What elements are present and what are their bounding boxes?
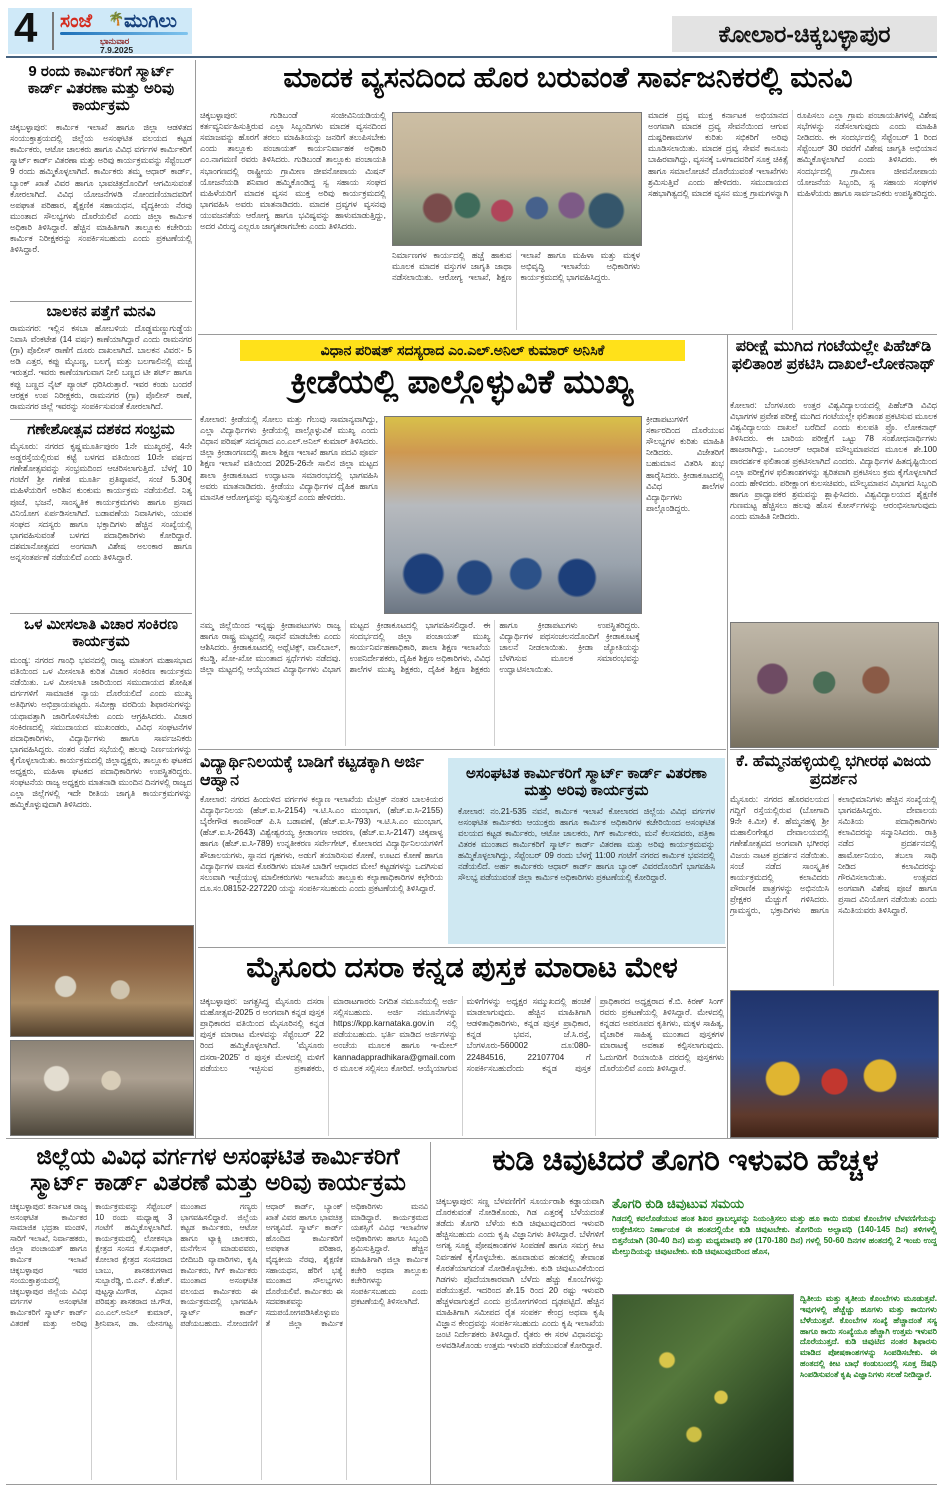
- bhagiratha-body: ಮೈಸೂರು: ನಗರದ ಹೊರವಲಯದ ಗದ್ದಿಗೆ ರಸ್ತೆಯಲ್ಲಿರುವ (ಬೋಗಾದಿ 9ನೇ ಕಿ.ಮೀ) ಕೆ. ಹೆಮ್ಮನಹಳ್ಳಿ ಶ್ರೀ ಮಹಾಲಿಂಗೇಶ್ವರ ದೇವಾಲಯದಲ್ಲಿ ಗಣೇಶೋತ್ಸವದ ಅಂಗವಾಗಿ ಭಗೀರಥ ವಿಜಯ ನಾಟಕ ಪ್ರದರ್ಶನ ನಡೆಯಿತು. ಸಂಜೆ ನಡೆದ ಸಾಂಸ್ಕೃತಿಕ ಕಾರ್ಯಕ್ರಮದಲ್ಲಿ ಕಲಾವಿದರು ಪೌರಾಣಿಕ ಪಾತ್ರಗಳನ್ನು ಅಭಿನಯಿಸಿ ಪ್ರೇಕ್ಷಕರ ಮೆಚ್ಚುಗೆ ಗಳಿಸಿದರು. ಗ್ರಾಮಸ್ಥರು, ಭಕ್ತಾದಿಗಳು ಹಾಗೂ ಕಲಾಭಿಮಾನಿಗಳು ಹೆಚ್ಚಿನ ಸಂಖ್ಯೆಯಲ್ಲಿ ಭಾಗವಹಿಸಿದ್ದರು. ದೇವಾಲಯ ಸಮಿತಿಯ ಪದಾಧಿಕಾರಿಗಳು ಕಲಾವಿದರನ್ನು ಸನ್ಮಾನಿಸಿದರು. ರಾತ್ರಿ ನಡೆದ ಪ್ರದರ್ಶನದಲ್ಲಿ ಹಾರ್ಮೋನಿಯಂ, ತಬಲಾ ಸಾಥಿ ನೀಡಿದ ಕಲಾವಿದರನ್ನು ಗೌರವಿಸಲಾಯಿತು. ಉತ್ಸವದ ಅಂಗವಾಗಿ ವಿಶೇಷ ಪೂಜೆ ಹಾಗೂ ಪ್ರಸಾದ ವಿನಿಯೋಗ ನಡೆಯಿತು ಎಂದು ಸಮಿತಿಯವರು ತಿಳಿಸಿದ್ದಾರೆ.: [730, 794, 937, 916]
- photo-sports-meet: [384, 416, 642, 614]
- photo-university-group: [730, 622, 939, 748]
- togari-green-body1: ಗಿಡದಲ್ಲಿ ಕವಲೊಡೆಯುವ ಹಂತ ಶಿಖರ ಪ್ರಾಬಲ್ಯವನ್ನು ನಿಯಂತ್ರಿಸಲು ಮತ್ತು ಹೂ ಕಾಯಿ ಬಿಡುವ ಕೊಂಬೆಗಳ ಬೆಳವಣಿಗೆಯನ್ನು ಉತ್ತೇಜಿಸಲು ನಿರ್ಣಾಯಕ ಈ ಹಂತದಲ್ಲಿಯೇ ಕುಡಿ ಚಿವುಟಬೇಕು. ತೊಗರಿಯ ಅಲ್ಪಾವಧಿ (140-145 ದಿನ) ತಳಿಗಳಲ್ಲಿ ಬಿತ್ತನೆಯಾಗಿ (30-40 ದಿನ) ಮತ್ತು ಮಧ್ಯಮಾವಧಿ ತಳಿ (170-180 ದಿನ) ಗಳಲ್ಲಿ 50-60 ದಿನಗಳ ಹಂತದಲ್ಲಿ 2 ಇಂಚು ಉದ್ದ ಮೇಲ್ತುದಿಯನ್ನು ಚಿವುಟಬೇಕು. ಕುಡಿ ಚಿವುಟುವುದರಿಂದ ಹೊಸ,: [612, 1214, 937, 1256]
- togari-headline: ಕುಡಿ ಚಿವುಟಿದರೆ ತೊಗರಿ ಇಳುವರಿ ಹೆಚ್ಚಳ: [492, 1144, 879, 1177]
- divider-bottom-band: [6, 1138, 937, 1139]
- top-headline: ಮಾದಕ ವ್ಯಸನದಿಂದ ಹೊರ ಬರುವಂತೆ ಸಾರ್ವಜನಿಕರಲ್ಲಿ ಮನವಿ: [283, 62, 853, 94]
- sports-body-right: ಕ್ರೀಡಾಪಟುಗಳಿಗೆ ಸರ್ಕಾರದಿಂದ ದೊರೆಯುವ ಸೌಲಭ್ಯಗಳ ಕುರಿತು ಮಾಹಿತಿ ನೀಡಿದರು. ವಿಜೇತರಿಗೆ ಬಹುಮಾನ ವಿತರಿಸಿ ಶುಭ ಹಾರೈಸಿದರು. ಕ್ರೀಡಾಕೂಟದಲ್ಲಿ ವಿವಿಧ ಶಾಲೆಗಳ ವಿದ್ಯಾರ್ಥಿಗಳು ಪಾಲ್ಗೊಂಡಿದ್ದರು.: [646, 414, 724, 513]
- left1-headline: 9 ರಂದು ಕಾರ್ಮಿಕರಿಗೆ ಸ್ಮಾರ್ಟ್ ಕಾರ್ಡ್ ವಿತರಣಾ ಮತ್ತು ಅರಿವು ಕಾರ್ಯಕ್ರಮ: [27, 63, 175, 114]
- smartcard-box: [448, 758, 725, 944]
- divider-bottom-mid: [430, 1142, 431, 1484]
- bottomleft-headline: ಜಿಲ್ಲೆಯ ವಿವಿಧ ವರ್ಗಗಳ ಅಸಂಘಟಿತ ಕಾರ್ಮಿಕರಿಗೆ ಸ್ಮಾರ್ಟ್ ಕಾರ್ಡ್ ವಿತರಣೆ ಮತ್ತು ಅರಿವು ಕಾರ್ಯಕ್ರಮ: [30, 1143, 406, 1195]
- edition-label: [672, 16, 937, 52]
- hostel-headline: ವಿದ್ಯಾರ್ಥಿನಿಲಯಕ್ಕೆ ಬಾಡಿಗೆ ಕಟ್ಟಡಕ್ಕಾಗಿ ಅರ್ಜಿ ಆಹ್ವಾನ: [200, 754, 424, 789]
- left4-headline: ಒಳ ಮೀಸಲಾತಿ ವಿಚಾರ ಸಂಕಿರಣ ಕಾರ್ಯಕ್ರಮ: [24, 616, 178, 650]
- masthead-divider: [52, 12, 54, 50]
- day-label: ಭಾನುವಾರ: [100, 36, 130, 46]
- top-body-col1: ಚಿಕ್ಕಬಳ್ಳಾಪುರ: ಗುಡಿಬಂಡೆ ಸಂಜೀವಿನಿಯಡಿಯಲ್ಲಿ ಕರ್ತವ್ಯನಿರ್ವಹಿಸುತ್ತಿರುವ ಎಲ್ಲಾ ಸಿಬ್ಬಂದಿಗಳು ಮಾದಕ ವ್ಯಸನದಿಂದ ಸಮಾಜವನ್ನು ಹೊರಗೆ ತರಲು ಮಾಹಿತಿಯನ್ನು ಜನರಿಗೆ ತಲುಪಿಸಬೇಕು ಎಂದು ತಾಲ್ಲೂಕು ಪಂಚಾಯತ್ ಕಾರ್ಯನಿರ್ವಾಹಕ ಅಧಿಕಾರಿ ಎಂ.ನಾಗಮಣಿ ರವರು ತಿಳಿಸಿದರು. ಗುಡಿಬಂಡೆ ತಾಲ್ಲೂಕು ಪಂಚಾಯತಿ ಸಭಾಂಗಣದಲ್ಲಿ ರಾಷ್ಟ್ರೀಯ ಗ್ರಾಮೀಣ ಜೀವನೋಪಾಯ ಮಿಷನ್ ಯೋಜನೆಯಡಿ ಶನಿವಾರ ಹಮ್ಮಿಕೊಂಡಿದ್ದ ಸ್ವ ಸಹಾಯ ಸಂಘದ ಮಹಿಳೆಯರಿಗೆ ಮಾದಕ ವ್ಯಸನ ಮುಕ್ತ ಅರಿವು ಕಾರ್ಯಕ್ರಮದಲ್ಲಿ ಭಾಗವಹಿಸಿ ಅವರು ಮಾತನಾಡಿದರು. ಮಾದಕ ದ್ರವ್ಯಗಳ ವ್ಯಸನವು ಯುವಜನತೆಯ ಆರೋಗ್ಯ ಹಾಗೂ ಭವಿಷ್ಯವನ್ನು ಹಾಳುಮಾಡುತ್ತಿದ್ದು, ಅದರ ವಿರುದ್ಧ ಎಲ್ಲರೂ ಜಾಗೃತರಾಗಬೇಕು ಎಂದು ತಿಳಿಸಿದರು.: [200, 110, 386, 232]
- phd-body: ಕೋಲಾರ: ಬೆಂಗಳೂರು ಉತ್ತರ ವಿಶ್ವವಿದ್ಯಾಲಯದಲ್ಲಿ ಪಿಹೆಚ್‌ಡಿ ವಿವಿಧ ವಿಭಾಗಗಳ ಪ್ರವೇಶ ಪರೀಕ್ಷೆ ಮುಗಿದ ಗಂಟೆಯಲ್ಲೇ ಫಲಿತಾಂಶ ಪ್ರಕಟಿಸುವ ಮೂಲಕ ವಿಶ್ವವಿದ್ಯಾಲಯ ದಾಖಲೆ ಬರೆದಿದೆ ಎಂದು ಕುಲಪತಿ ಪ್ರೊ. ಲೋಕನಾಥ್ ತಿಳಿಸಿದರು. ಈ ಬಾರಿಯ ಪರೀಕ್ಷೆಗೆ ಒಟ್ಟು 78 ಸಂಶೋಧನಾರ್ಥಿಗಳು ಹಾಜರಾಗಿದ್ದು, ಒಎಂಆರ್ ಆಧಾರಿತ ಮೌಲ್ಯಮಾಪನದ ಮೂಲಕ ಶೇ.100 ಪಾರದರ್ಶಕ ಫಲಿತಾಂಶ ಪ್ರಕಟಿಸಲಾಗಿದೆ ಎಂದರು. ವಿದ್ಯಾರ್ಥಿಗಳ ಹಿತದೃಷ್ಟಿಯಿಂದ ಎಲ್ಲಾ ಪರೀಕ್ಷೆಗಳ ಫಲಿತಾಂಶಗಳನ್ನು ತ್ವರಿತವಾಗಿ ಪ್ರಕಟಿಸಲು ಕ್ರಮ ಕೈಗೊಳ್ಳಲಾಗಿದೆ ಎಂದು ಹೇಳಿದರು. ಪರೀಕ್ಷಾಂಗ ಕುಲಸಚಿವರು, ಮೌಲ್ಯಮಾಪನ ವಿಭಾಗದ ಸಿಬ್ಬಂದಿ ಹಾಗೂ ಪ್ರಾಧ್ಯಾಪಕರ ಶ್ರಮವನ್ನು ಶ್ಲಾಘಿಸಿದರು. ವಿಶ್ವವಿದ್ಯಾಲಯದ ಶೈಕ್ಷಣಿಕ ಗುಣಮಟ್ಟ ಹೆಚ್ಚಿಸಲು ಹಲವು ಹೊಸ ಕೋರ್ಸ್‌ಗಳನ್ನು ಆರಂಭಿಸಲಾಗುವುದು ಎಂದು ಮಾಹಿತಿ ನೀಡಿದರು.: [730, 400, 937, 522]
- top-body-col2: ಮಾದಕ ದ್ರವ್ಯ ಮುಕ್ತ ಕರ್ನಾಟಕ ಅಭಿಯಾನದ ಅಂಗವಾಗಿ ಮಾದಕ ದ್ರವ್ಯ ಸೇವನೆಯಿಂದ ಆಗುವ ದುಷ್ಪರಿಣಾಮಗಳ ಕುರಿತು ಸಭಿಕರಿಗೆ ಅರಿವು ಮೂಡಿಸಲಾಯಿತು. ಮಾದಕ ದ್ರವ್ಯ ಸೇವನೆ ಕಾನೂನು ಬಾಹಿರವಾಗಿದ್ದು, ವ್ಯಸನಕ್ಕೆ ಒಳಗಾದವರಿಗೆ ಸೂಕ್ತ ಚಿಕಿತ್ಸೆ ಹಾಗೂ ಸಮಾಲೋಚನೆ ದೊರೆಯುವಂತೆ ಇಲಾಖೆಗಳು ಶ್ರಮಿಸುತ್ತಿವೆ ಎಂದು ಹೇಳಿದರು. ಸಮುದಾಯದ ಸಹಭಾಗಿತ್ವದಲ್ಲಿ ಮಾದಕ ವ್ಯಸನ ಮುಕ್ತ ಗ್ರಾಮಗಳನ್ನಾಗಿ ರೂಪಿಸಲು ಎಲ್ಲಾ ಗ್ರಾಮ ಪಂಚಾಯತಿಗಳಲ್ಲಿ ವಿಶೇಷ ಸಭೆಗಳನ್ನು ನಡೆಸಲಾಗುವುದು ಎಂದು ಮಾಹಿತಿ ನೀಡಿದರು. ಈ ಸಂದರ್ಭದಲ್ಲಿ ಸೆಪ್ಟೆಂಬರ್ 1 ರಿಂದ ಸೆಪ್ಟೆಂಬರ್ 30 ರವರೆಗೆ ವಿಶೇಷ ಜಾಗೃತಿ ಅಭಿಯಾನ ಹಮ್ಮಿಕೊಳ್ಳಲಾಗಿದೆ ಎಂದು ತಿಳಿಸಿದರು. ಈ ಸಂದರ್ಭದಲ್ಲಿ ಗ್ರಾಮೀಣ ಜೀವನೋಪಾಯ ಯೋಜನೆಯ ಸಿಬ್ಬಂದಿ, ಸ್ವ ಸಹಾಯ ಸಂಘಗಳ ಮಹಿಳೆಯರು ಹಾಗೂ ಸಾರ್ವಜನಿಕರು ಉಪಸ್ಥಿತರಿದ್ದರು.: [648, 110, 937, 198]
- date-label: 7.9.2025: [100, 45, 134, 55]
- bhagiratha-headline: ಕೆ. ಹೆಮ್ಮನಹಳ್ಳಿಯಲ್ಲಿ ಭಗೀರಥ ವಿಜಯ ಪ್ರದರ್ಶನ: [736, 753, 931, 788]
- dasara-headline: ಮೈಸೂರು ದಸರಾ ಕನ್ನಡ ಪುಸ್ತಕ ಮಾರಾಟ ಮೇಳ: [246, 952, 678, 984]
- photo-dais-meeting: [10, 1040, 194, 1136]
- left4-body: ಮಂಡ್ಯ: ನಗರದ ಗಾಂಧಿ ಭವನದಲ್ಲಿ ರಾಜ್ಯ ಮಾತಂಗ ಮಹಾಸಭಾದ ವತಿಯಿಂದ ಒಳ ಮೀಸಲಾತಿ ಕುರಿತ ವಿಚಾರ ಸಂಕಿರಣ ಕಾರ್ಯಕ್ರಮ ನಡೆಯಿತು. ಒಳ ಮೀಸಲಾತಿ ಜಾರಿಯಿಂದ ಸಮುದಾಯದ ಶೋಷಿತ ವರ್ಗಗಳಿಗೆ ಸಾಮಾಜಿಕ ನ್ಯಾಯ ದೊರೆಯಲಿದೆ ಎಂದು ಮುಖ್ಯ ಅತಿಥಿಗಳು ಅಭಿಪ್ರಾಯಪಟ್ಟರು. ಸಮೀಕ್ಷಾ ವರದಿಯ ಶಿಫಾರಸುಗಳನ್ನು ಯಥಾವತ್ತಾಗಿ ಜಾರಿಗೊಳಿಸಬೇಕು ಎಂದು ಆಗ್ರಹಿಸಿದರು. ವಿಚಾರ ಸಂಕಿರಣದಲ್ಲಿ ಸಮುದಾಯದ ಮುಖಂಡರು, ವಿವಿಧ ಸಂಘಟನೆಗಳ ಪದಾಧಿಕಾರಿಗಳು, ವಿದ್ಯಾರ್ಥಿಗಳು ಹಾಗೂ ಸಾರ್ವಜನಿಕರು ಭಾಗವಹಿಸಿದ್ದರು. ನಂತರ ನಡೆದ ಸಭೆಯಲ್ಲಿ ಹಲವು ನಿರ್ಣಯಗಳನ್ನು ಕೈಗೊಳ್ಳಲಾಯಿತು. ಕಾರ್ಯಕ್ರಮದಲ್ಲಿ ಜಿಲ್ಲಾಧ್ಯಕ್ಷರು, ತಾಲ್ಲೂಕು ಘಟಕದ ಅಧ್ಯಕ್ಷರು, ಮಹಿಳಾ ಘಟಕದ ಪದಾಧಿಕಾರಿಗಳು ಉಪಸ್ಥಿತರಿದ್ದರು. ಸಂಘಟನೆಯ ರಾಜ್ಯ ಅಧ್ಯಕ್ಷರು ಮಾತನಾಡಿ ಮುಂದಿನ ದಿನಗಳಲ್ಲಿ ರಾಜ್ಯದ ಎಲ್ಲಾ ಜಿಲ್ಲೆಗಳಲ್ಲಿ ಇದೇ ರೀತಿಯ ಜಾಗೃತಿ ಕಾರ್ಯಕ್ರಮಗಳನ್ನು ಹಮ್ಮಿಕೊಳ್ಳುವುದಾಗಿ ತಿಳಿಸಿದರು.: [10, 655, 192, 810]
- smartcard-body: ಕೋಲಾರ: ನಂ.21-535 ನವನೆ, ಕಾರ್ಮಿಕ ಇಲಾಖೆ ಕೋಲಾರದ ಜಿಲ್ಲೆಯ ವಿವಿಧ ವರ್ಗಗಳ ಅಸಂಘಟಿತ ಕಾರ್ಮಿಕರು ಆಯುಕ್ತರು ಹಾಗೂ ಕಾರ್ಮಿಕ ಅಧಿಕಾರಿಗಳ ಕಚೇರಿಯಿಂದ ಅಸಂಘಟಿತ ವಲಯದ ಕಟ್ಟಡ ಕಾರ್ಮಿಕರು, ಆಟೋ ಚಾಲಕರು, ಗಿಗ್ ಕಾರ್ಮಿಕರು, ಮನೆ ಕೆಲಸದವರು, ಪತ್ರಿಕಾ ವಿತರಕ ಮುಂತಾದ ಕಾರ್ಮಿಕರಿಗೆ ಸ್ಮಾರ್ಟ್ ಕಾರ್ಡ್ ವಿತರಣಾ ಮತ್ತು ಅರಿವು ಕಾರ್ಯಕ್ರಮವನ್ನು ಹಮ್ಮಿಕೊಳ್ಳಲಾಗಿದ್ದು, ಸೆಪ್ಟೆಂಬರ್ 09 ರಂದು ಬೆಳಗ್ಗೆ 11:00 ಗಂಟೆಗೆ ನಗರದ ಕಾರ್ಮಿಕ ಭವನದಲ್ಲಿ ನಡೆಯಲಿದೆ. ಅರ್ಹ ಕಾರ್ಮಿಕರು ಆಧಾರ್ ಕಾರ್ಡ್ ಹಾಗೂ ಬ್ಯಾಂಕ್ ವಿವರದೊಂದಿಗೆ ಭಾಗವಹಿಸಿ ಸೌಲಭ್ಯ ಪಡೆಯುವಂತೆ ಜಿಲ್ಲಾ ಕಾರ್ಮಿಕ ಅಧಿಕಾರಿಗಳು ಪ್ರಕಟಣೆಯಲ್ಲಿ ಕೋರಿದ್ದಾರೆ.: [458, 805, 715, 883]
- dasara-body: ಚಿಕ್ಕಬಳ್ಳಾಪುರ: ಜಗತ್ಪ್ರಸಿದ್ಧ ಮೈಸೂರು ದಸರಾ ಮಹೋತ್ಸವ-2025 ರ ಅಂಗವಾಗಿ ಕನ್ನಡ ಪುಸ್ತಕ ಪ್ರಾಧಿಕಾರದ ವತಿಯಿಂದ ಮೈಸೂರಿನಲ್ಲಿ ಕನ್ನಡ ಪುಸ್ತಕ ಮಾರಾಟ ಮೇಳವನ್ನು ಸೆಪ್ಟೆಂಬರ್ 22 ರಿಂದ ಹಮ್ಮಿಕೊಳ್ಳಲಾಗಿದೆ. 'ಮೈಸೂರು ದಸರಾ-2025' ರ ಪುಸ್ತಕ ಮೇಳದಲ್ಲಿ ಮಳಿಗೆ ಪಡೆಯಲು ಇಚ್ಛಿಸುವ ಪ್ರಕಾಶಕರು, ಮಾರಾಟಗಾರರು ನಿಗದಿತ ನಮೂನೆಯಲ್ಲಿ ಅರ್ಜಿ ಸಲ್ಲಿಸಬಹುದು. ಅರ್ಜಿ ನಮೂನೆಗಳನ್ನು https://kpp.karnataka.gov.in ನಲ್ಲಿ ಪಡೆಯಬಹುದು. ಭರ್ತಿ ಮಾಡಿದ ಅರ್ಜಿಗಳನ್ನು ಅಂಚೆಯ ಮೂಲಕ ಹಾಗೂ ಇ-ಮೇಲ್ kannadappradhikara@gmail.com ರ ಮೂಲಕ ಸಲ್ಲಿಸಲು ಕೋರಿದೆ. ಆಯ್ಕೆಯಾಗುವ ಮಳಿಗೆಗಳನ್ನು ಅಧ್ಯಕ್ಷರ ಸಮ್ಮುಖದಲ್ಲಿ ಹಂಚಿಕೆ ಮಾಡಲಾಗುವುದು. ಹೆಚ್ಚಿನ ಮಾಹಿತಿಗಾಗಿ ಆಡಳಿತಾಧಿಕಾರಿಗಳು, ಕನ್ನಡ ಪುಸ್ತಕ ಪ್ರಾಧಿಕಾರ, ಕನ್ನಡ ಭವನ, ಜೆ.ಸಿ.ರಸ್ತೆ, ಬೆಂಗಳೂರು-560002 ದೂ:080-22484516, 22107704 ಗೆ ಸಂಪರ್ಕಿಸಬಹುದೆಂದು ಕನ್ನಡ ಪುಸ್ತಕ ಪ್ರಾಧಿಕಾರದ ಅಧ್ಯಕ್ಷರಾದ ಕೆ.ಬಿ. ಕಿರಣ್ ಸಿಂಗ್ ರವರು ಪ್ರಕಟಣೆಯಲ್ಲಿ ತಿಳಿಸಿದ್ದಾರೆ. ಮೇಳದಲ್ಲಿ ಕನ್ನಡದ ಅಪರೂಪದ ಕೃತಿಗಳು, ಮಕ್ಕಳ ಸಾಹಿತ್ಯ, ವೈಚಾರಿಕ ಸಾಹಿತ್ಯ ಮುಂತಾದ ಪುಸ್ತಕಗಳ ಮಾರಾಟಕ್ಕೆ ಅವಕಾಶ ಕಲ್ಪಿಸಲಾಗುವುದು. ಓದುಗರಿಗೆ ರಿಯಾಯಿತಿ ದರದಲ್ಲಿ ಪುಸ್ತಕಗಳು ದೊರೆಯಲಿವೆ ಎಂದು ತಿಳಿಸಿದ್ದಾರೆ.: [200, 996, 724, 1073]
- photo-seminar-hall: [10, 925, 194, 1037]
- sports-body-left: ಕೋಲಾರ: ಕ್ರೀಡೆಯಲ್ಲಿ ಸೋಲು ಮತ್ತು ಗೆಲುವು ಸಾಮಾನ್ಯವಾಗಿದ್ದು, ಎಲ್ಲಾ ವಿದ್ಯಾರ್ಥಿಗಳು ಕ್ರೀಡೆಯಲ್ಲಿ ಪಾಲ್ಗೊಳ್ಳುವಿಕೆ ಮುಖ್ಯ ಎಂದು ವಿಧಾನ ಪರಿಷತ್ ಸದಸ್ಯರಾದ ಎಂ.ಎಲ್.ಅನಿಲ್ ಕುಮಾರ್ ತಿಳಿಸಿದರು. ಜಿಲ್ಲಾ ಕ್ರೀಡಾಂಗಣದಲ್ಲಿ ಶಾಲಾ ಶಿಕ್ಷಣ ಇಲಾಖೆ ಹಾಗೂ ಪದವಿ ಪೂರ್ವ ಶಿಕ್ಷಣ ಇಲಾಖೆ ವತಿಯಿಂದ 2025-26ನೇ ಸಾಲಿನ ಜಿಲ್ಲಾ ಮಟ್ಟದ ಶಾಲಾ ಕ್ರೀಡಾಕೂಟದ ಉದ್ಘಾಟನಾ ಸಮಾರಂಭದಲ್ಲಿ ಭಾಗವಹಿಸಿ ಅವರು ಮಾತನಾಡಿದರು. ಕ್ರೀಡೆಯು ವಿದ್ಯಾರ್ಥಿಗಳ ದೈಹಿಕ ಹಾಗೂ ಮಾನಸಿಕ ಆರೋಗ್ಯವನ್ನು ವೃದ್ಧಿಸುತ್ತದೆ ಎಂದು ಹೇಳಿದರು.: [200, 414, 378, 502]
- togari-green-body2: ದ್ವಿತೀಯ ಮತ್ತು ತೃತೀಯ ಕೊಂಬೆಗಳು ಮೂಡುತ್ತವೆ. ಇವುಗಳಲ್ಲಿ ಹೆಚ್ಚೆಚ್ಚು ಹೂಗಳು ಮತ್ತು ಕಾಯಿಗಳು ಬೆಳೆಯುತ್ತವೆ. ಕೊಂಬೆಗಳ ಸಂಖ್ಯೆ ಹೆಚ್ಚಾದಂತೆ ಸಸ್ಯ ಹಾಗೂ ಕಾಯಿ ಸಂಖ್ಯೆಯೂ ಹೆಚ್ಚಾಗಿ ಉತ್ತಮ ಇಳುವರಿ ದೊರೆಯುತ್ತದೆ. ಕುಡಿ ಚಿವುಟಿದ ನಂತರ ಶಿಫಾರಸು ಮಾಡಿದ ಪೋಷಕಾಂಶಗಳನ್ನು ಸಿಂಪಡಿಸಬೇಕು. ಈ ಹಂತದಲ್ಲಿ ಕೀಟ ಬಾಧೆ ಕಂಡುಬಂದಲ್ಲಿ ಸೂಕ್ತ ಔಷಧಿ ಸಿಂಪಡಿಸುವಂತೆ ಕೃಷಿ ವಿಜ್ಞಾನಿಗಳು ಸಲಹೆ ನೀಡಿದ್ದಾರೆ.: [800, 1294, 937, 1379]
- mid-rule-2: [198, 947, 726, 948]
- phd-headline: ಪರೀಕ್ಷೆ ಮುಗಿದ ಗಂಟೆಯಲ್ಲೇ ಪಿಹೆಚ್‌ಡಿ ಫಲಿತಾಂಶ ಪ್ರಕಟಿಸಿ ದಾಖಲೆ-ಲೋಕನಾಥ್: [731, 338, 936, 373]
- divider-right-rail: [727, 334, 728, 1138]
- left3-headline: ಗಣೇಶೋತ್ಸವ ದಶಕದ ಸಂಭ್ರಮ: [27, 421, 175, 438]
- left1-body: ಚಿಕ್ಕಬಳ್ಳಾಪುರ: ಕಾರ್ಮಿಕ ಇಲಾಖೆ ಹಾಗೂ ಜಿಲ್ಲಾ ಆಡಳಿತದ ಸಂಯುಕ್ತಾಶ್ರಯದಲ್ಲಿ ಜಿಲ್ಲೆಯ ಅಸಂಘಟಿತ ವಲಯದ ಕಟ್ಟಡ ಕಾರ್ಮಿಕರು, ಆಟೋ ಚಾಲಕರು ಹಾಗೂ ವಿವಿಧ ವರ್ಗಗಳ ಕಾರ್ಮಿಕರಿಗೆ ಸ್ಮಾರ್ಟ್ ಕಾರ್ಡ್ ವಿತರಣಾ ಮತ್ತು ಅರಿವು ಕಾರ್ಯಕ್ರಮವನ್ನು ಸೆಪ್ಟೆಂಬರ್ 9 ರಂದು ಹಮ್ಮಿಕೊಳ್ಳಲಾಗಿದೆ. ಕಾರ್ಮಿಕರು ತಮ್ಮ ಆಧಾರ್ ಕಾರ್ಡ್, ಬ್ಯಾಂಕ್ ಖಾತೆ ವಿವರ ಹಾಗೂ ಭಾವಚಿತ್ರದೊಂದಿಗೆ ಆಗಮಿಸುವಂತೆ ಕೋರಲಾಗಿದೆ. ವಿವಿಧ ಯೋಜನೆಗಳಡಿ ನೋಂದಣಿಯಾದವರಿಗೆ ಅಪಘಾತ ಪರಿಹಾರ, ಶೈಕ್ಷಣಿಕ ಸಹಾಯಧನ, ವೈದ್ಯಕೀಯ ನೆರವು ಮುಂತಾದ ಸೌಲಭ್ಯಗಳು ದೊರೆಯಲಿವೆ ಎಂದು ಜಿಲ್ಲಾ ಕಾರ್ಮಿಕ ಅಧಿಕಾರಿ ತಿಳಿಸಿದ್ದಾರೆ. ಹೆಚ್ಚಿನ ಮಾಹಿತಿಗಾಗಿ ತಾಲ್ಲೂಕು ಕಚೇರಿಯ ಕಾರ್ಮಿಕ ನಿರೀಕ್ಷಕರನ್ನು ಸಂಪರ್ಕಿಸಬಹುದು ಎಂದು ಪ್ರಕಟಣೆಯಲ್ಲಿ ತಿಳಿಸಿದ್ದಾರೆ.: [10, 122, 192, 255]
- masthead: [8, 4, 192, 55]
- paper-logo-second: ಮುಗಿಲು: [124, 11, 177, 32]
- palm-tree-icon: 🌴: [108, 11, 125, 26]
- sports-kicker: ವಿಧಾನ ಪರಿಷತ್ ಸದಸ್ಯರಾದ ಎಂ.ಎಲ್.ಅನಿಲ್ ಕುಮಾರ್ ಅನಿಸಿಕೆ: [240, 340, 685, 361]
- divider-left-rail: [195, 60, 196, 1138]
- edition-text: ಕೋಲಾರ-ಚಿಕ್ಕಬಳ್ಳಾಪುರ: [718, 21, 891, 47]
- header-rule: [6, 56, 937, 58]
- sports-headline: ಕ್ರೀಡೆಯಲ್ಲಿ ಪಾಲ್ಗೊಳ್ಳುವಿಕೆ ಮುಖ್ಯ: [290, 363, 634, 400]
- top-body-below-photo: ನಿರ್ಮಾಣಗಳ ಕಾರ್ಯದಲ್ಲಿ ಹಚ್ಚೆ ಹಾಕುವ ಮೂಲಕ ಮಾದಕ ವಸ್ತುಗಳ ಜಾಗೃತಿ ಜಾಥಾ ನಡೆಸಲಾಯಿತು. ಆರೋಗ್ಯ ಇಲಾಖೆ, ಶಿಕ್ಷಣ ಇಲಾಖೆ ಹಾಗೂ ಮಹಿಳಾ ಮತ್ತು ಮಕ್ಕಳ ಅಭಿವೃದ್ಧಿ ಇಲಾಖೆಯ ಅಧಿಕಾರಿಗಳು ಕಾರ್ಯಕ್ರಮದಲ್ಲಿ ಭಾಗವಹಿಸಿದ್ದರು.: [392, 250, 640, 283]
- left-rule-2: [10, 419, 192, 420]
- left-rule-3: [10, 613, 192, 614]
- togari-body-left: ಚಿಕ್ಕಬಳ್ಳಾಪುರ: ಸಣ್ಣ ಬೆಳವಣಿಗೆಗೆ ಸೂರ್ಯರಾಶಿ ಕಡ್ಡಾಯವಾಗಿ ದೊರಕುವಂತೆ ನೋಡಿಕೊಂಡು, ಗಿಡ ಎತ್ತರಕ್ಕೆ ಬೆಳೆಯದಂತೆ ತಡೆದು ತೊಗರಿ ಬೆಳೆಯ ಕುಡಿ ಚಿವುಟುವುದರಿಂದ ಇಳುವರಿ ಹೆಚ್ಚಿಸಬಹುದು ಎಂದು ಕೃಷಿ ವಿಜ್ಞಾನಿಗಳು ತಿಳಿಸಿದ್ದಾರೆ. ಬೆಳೆಗಳಿಗೆ ಅಗತ್ಯ ಸೂಕ್ಷ್ಮ ಪೋಷಕಾಂಶಗಳ ಸಿಂಪಡಣೆ ಹಾಗೂ ಸಮಗ್ರ ಕೀಟ ನಿರ್ವಹಣೆ ಕೈಗೊಳ್ಳಬೇಕು. ಹೂವಾಡುವ ಹಂತದಲ್ಲಿ ತೇವಾಂಶ ಕೊರತೆಯಾಗದಂತೆ ನೋಡಿಕೊಳ್ಳಬೇಕು. ಕುಡಿ ಚಿವುಟುವಿಕೆಯಿಂದ ಗಿಡಗಳು ಪೊದೆಯಾಕಾರವಾಗಿ ಬೆಳೆದು ಹೆಚ್ಚು ಕೊಂಬೆಗಳನ್ನು ಪಡೆಯುತ್ತವೆ. ಇದರಿಂದ ಶೇ.15 ರಿಂದ 20 ರಷ್ಟು ಇಳುವರಿ ಹೆಚ್ಚಳವಾಗುತ್ತದೆ ಎಂದು ಪ್ರಯೋಗಗಳಿಂದ ದೃಢಪಟ್ಟಿದೆ. ಹೆಚ್ಚಿನ ಮಾಹಿತಿಗಾಗಿ ಸಮೀಪದ ರೈತ ಸಂಪರ್ಕ ಕೇಂದ್ರ ಅಥವಾ ಕೃಷಿ ವಿಜ್ಞಾನ ಕೇಂದ್ರವನ್ನು ಸಂಪರ್ಕಿಸಬಹುದು ಎಂದು ಕೃಷಿ ಇಲಾಖೆಯ ಜಂಟಿ ನಿರ್ದೇಶಕರು ತಿಳಿಸಿದ್ದಾರೆ. ರೈತರು ಈ ಸರಳ ವಿಧಾನವನ್ನು ಅಳವಡಿಸಿಕೊಂಡು ಉತ್ತಮ ಇಳುವರಿ ಪಡೆಯುವಂತೆ ಕೋರಿದ್ದಾರೆ.: [436, 1196, 604, 1351]
- top-article-rule: [198, 334, 937, 335]
- togari-green-subhead: ತೊಗರಿ ಕುಡಿ ಚಿವುಟುವ ಸಮಯ: [612, 1196, 745, 1211]
- left-rule-1: [10, 301, 192, 302]
- left2-headline: ಬಾಲಕನ ಪತ್ತೆಗೆ ಮನವಿ: [46, 303, 156, 320]
- page-number: 4: [14, 4, 38, 51]
- photo-awareness-group: [392, 112, 642, 246]
- smartcard-headline: ಅಸಂಘಟಿತ ಕಾರ್ಮಿಕರಿಗೆ ಸ್ಮಾರ್ಟ್ ಕಾರ್ಡ್ ವಿತರಣಾ ಮತ್ತು ಅರಿವು ಕಾರ್ಯಕ್ರಮ: [466, 765, 707, 799]
- mid-rule-1: [198, 749, 726, 750]
- logo-underline: [60, 32, 188, 35]
- page-bottom-rule: [6, 1484, 937, 1485]
- hostel-body: ಕೋಲಾರ: ನಗರದ ಹಿಂದುಳಿದ ವರ್ಗಗಳ ಕಲ್ಯಾಣ ಇಲಾಖೆಯ ಮೆಟ್ರಿಕ್ ನಂತರ ಬಾಲಕಿಯರ ವಿದ್ಯಾರ್ಥಿನಿಲಯ (ಹೆಚ್.ಐ.ಸಿ-2154) ಇ.ಟಿ.ಸಿ.ಎಂ ಮುಂಭಾಗ, (ಹೆಚ್.ಐ.ಸಿ-2155) ಬೈರೇಗೌಡ ಕಾಂಪೌಂಡ್ ಪಿ.ಸಿ ಬಡಾವಣೆ, (ಹೆಚ್.ಐ.ಸಿ-793) ಇ.ಟಿ.ಸಿ.ಎಂ ಮುಂಭಾಗ, (ಹೆಚ್.ಐ.ಸಿ-2643) ವಿಶ್ವೇಶ್ವರಯ್ಯ ಕ್ರೀಡಾಂಗಣ ಆವರಣ, (ಹೆಚ್.ಐ.ಸಿ-2147) ಚಿಕ್ಕಪಾಳ್ಯ ಹಾಗೂ (ಹೆಚ್.ಐ.ಸಿ-789) ಉನ್ನತೀಕರಣ ಸರ್ವೇಗೇಟ್, ಕೋಲಾರದ ವಿದ್ಯಾರ್ಥಿನಿಲಯಗಳಿಗೆ ಶೌಚಾಲಯಗಳು, ಸ್ನಾನದ ಗೃಹಗಳು, ಅಡುಗೆ ತಯಾರಿಸುವ ಕೋಣೆ, ಊಟದ ಕೋಣೆ ಹಾಗೂ ವಿದ್ಯಾರ್ಥಿಗಳ ವಾಸದ ಕೊಠಡಿಗಳು ಮಾಸಿಕ ಬಾಡಿಗೆ ಆಧಾರದ ಮೇಲೆ ಕಟ್ಟಡಗಳನ್ನು ಒದಗಿಸುವ ಸಲುವಾಗಿ ಇಚ್ಛೆಯುಳ್ಳ ಮಾಲೀಕರುಗಳು ಇಲಾಖೆಯ ತಾಲ್ಲೂಕು ಕಲ್ಯಾಣಾಧಿಕಾರಿಗಳ ಕಛೇರಿಯ ದೂ.ಸಂ.08152-227220 ಯನ್ನು ಸಂಪರ್ಕಿಸಬಹುದು ಎಂದು ಪ್ರಕಟಣೆಯಲ್ಲಿ ತಿಳಿಸಿದ್ದಾರೆ.: [200, 794, 443, 893]
- sports-body-bottom: ನಮ್ಮ ಜಿಲ್ಲೆಯಿಂದ ಇನ್ನಷ್ಟು ಕ್ರೀಡಾಪಟುಗಳು ರಾಜ್ಯ ಹಾಗೂ ರಾಷ್ಟ್ರ ಮಟ್ಟದಲ್ಲಿ ಸಾಧನೆ ಮಾಡಬೇಕು ಎಂದು ಆಶಿಸಿದರು. ಕ್ರೀಡಾಕೂಟದಲ್ಲಿ ಅಥ್ಲೆಟಿಕ್ಸ್, ವಾಲಿಬಾಲ್, ಕಬಡ್ಡಿ, ಖೋ-ಖೋ ಮುಂತಾದ ಸ್ಪರ್ಧೆಗಳು ನಡೆದವು. ಜಿಲ್ಲಾ ಮಟ್ಟದಲ್ಲಿ ಆಯ್ಕೆಯಾದ ವಿದ್ಯಾರ್ಥಿಗಳು ವಿಭಾಗ ಮಟ್ಟದ ಕ್ರೀಡಾಕೂಟದಲ್ಲಿ ಭಾಗವಹಿಸಲಿದ್ದಾರೆ. ಈ ಸಂದರ್ಭದಲ್ಲಿ ಜಿಲ್ಲಾ ಪಂಚಾಯತ್ ಮುಖ್ಯ ಕಾರ್ಯನಿರ್ವಹಣಾಧಿಕಾರಿ, ಶಾಲಾ ಶಿಕ್ಷಣ ಇಲಾಖೆಯ ಉಪನಿರ್ದೇಶಕರು, ದೈಹಿಕ ಶಿಕ್ಷಣ ಅಧಿಕಾರಿಗಳು, ವಿವಿಧ ಶಾಲೆಗಳ ಮುಖ್ಯ ಶಿಕ್ಷಕರು, ದೈಹಿಕ ಶಿಕ್ಷಣ ಶಿಕ್ಷಕರು ಹಾಗೂ ಕ್ರೀಡಾಪಟುಗಳು ಉಪಸ್ಥಿತರಿದ್ದರು. ವಿದ್ಯಾರ್ಥಿಗಳ ಪಥಸಂಚಲನದೊಂದಿಗೆ ಕ್ರೀಡಾಕೂಟಕ್ಕೆ ಚಾಲನೆ ನೀಡಲಾಯಿತು. ಕ್ರೀಡಾ ಜ್ಯೋತಿಯನ್ನು ಬೆಳಗಿಸುವ ಮೂಲಕ ಸಮಾರಂಭವನ್ನು ಉದ್ಘಾಟಿಸಲಾಯಿತು.: [200, 620, 640, 675]
- photo-drama-performance: [730, 990, 939, 1138]
- left2-body: ರಾಮನಗರ: ಇಲ್ಲಿನ ಕಸಬಾ ಹೋಬಳಿಯ ದೊಡ್ಡಮಣ್ಣುಗುಡ್ಡೆಯ ನಿವಾಸಿ ವೆಂಕಟೇಶ (14 ವರ್ಷ) ಕಾಣೆಯಾಗಿದ್ದಾರೆ ಎಂದು ರಾಮನಗರ (ಗ್ರಾ) ಪೊಲೀಸ್ ಠಾಣೆಗೆ ದೂರು ದಾಖಲಾಗಿದೆ. ಬಾಲಕನ ವಿವರ:- 5 ಅಡಿ ಎತ್ತರ, ಕಪ್ಪು ಮೈಬಣ್ಣ, ಬಲಗೈ ಮತ್ತು ಬಲಗಾಲಿನಲ್ಲಿ ಮಚ್ಚೆ ಇರುತ್ತದೆ. ಇವರು ಕಾಣೆಯಾಗುವಾಗ ನೀಲಿ ಬಣ್ಣದ ಟೀ ಶರ್ಟ್ ಹಾಗೂ ಕಪ್ಪು ಬಣ್ಣದ ನೈಟ್ ಪ್ಯಾಂಟ್ ಧರಿಸಿರುತ್ತಾರೆ. ಇವರ ಕಂಡು ಬಂದರೆ ಆರಕ್ಷಕ ಉಪ ನಿರೀಕ್ಷಕರು, ರಾಮನಗರ (ಗ್ರಾ) ಪೊಲೀಸ್ ಠಾಣೆ, ರಾಮನಗರ ಜಿಲ್ಲೆ ಇವರನ್ನು ಸಂಪರ್ಕಿಸುವಂತೆ ಕೋರಲಾಗಿದೆ.: [10, 323, 192, 411]
- paper-logo-first: ಸಂಜೆ: [60, 11, 93, 32]
- left3-body: ಮೈಸೂರು: ನಗರದ ಕೃಷ್ಣಮೂರ್ತಿಪುರಂ 1ನೇ ಮುಖ್ಯರಸ್ತೆ, 4ನೇ ಅಡ್ಡರಸ್ತೆಯಲ್ಲಿರುವ ಕಟ್ಟೆ ಬಳಗದ ವತಿಯಿಂದ 10ನೇ ವರ್ಷದ ಗಣೇಶೋತ್ಸವವನ್ನು ಸಂಭ್ರಮದಿಂದ ಆಚರಿಸಲಾಗುತ್ತಿದೆ. ಬೆಳಗ್ಗೆ 10 ಗಂಟೆಗೆ ಶ್ರೀ ಗಣೇಶ ಮೂರ್ತಿ ಪ್ರತಿಷ್ಠಾಪನೆ, ಸಂಜೆ 5.30ಕ್ಕೆ ಮಹಿಳೆಯರಿಗೆ ಅರಿಶಿನ ಕುಂಕುಮ ಕಾರ್ಯಕ್ರಮ ನಡೆಯಲಿದೆ. ನಿತ್ಯ ಪೂಜೆ, ಭಜನೆ, ಸಾಂಸ್ಕೃತಿಕ ಕಾರ್ಯಕ್ರಮಗಳು ಹಾಗೂ ಪ್ರಸಾದ ವಿನಿಯೋಗ ಏರ್ಪಡಿಸಲಾಗಿದೆ. ಬಡಾವಣೆಯ ನಿವಾಸಿಗಳು, ಯುವಕ ಸಂಘದ ಸದಸ್ಯರು ಹಾಗೂ ಭಕ್ತಾದಿಗಳು ಹೆಚ್ಚಿನ ಸಂಖ್ಯೆಯಲ್ಲಿ ಭಾಗವಹಿಸುವಂತೆ ಬಳಗದ ಪದಾಧಿಕಾರಿಗಳು ಕೋರಿದ್ದಾರೆ. ದಶಮಾನೋತ್ಸವದ ಅಂಗವಾಗಿ ವಿಶೇಷ ಅಲಂಕಾರ ಹಾಗೂ ಅನ್ನಸಂತರ್ಪಣೆ ನಡೆಯಲಿದೆ ಎಂದು ತಿಳಿಸಿದ್ದಾರೆ.: [10, 441, 192, 563]
- bottomleft-body: ಚಿಕ್ಕಬಳ್ಳಾಪುರ: ಕರ್ನಾಟಕ ರಾಜ್ಯ ಅಸಂಘಟಿತ ಕಾರ್ಮಿಕರ ಸಾಮಾಜಿಕ ಭದ್ರತಾ ಮಂಡಳಿ, ಸಾರಿಗೆ ಇಲಾಖೆ, ನಿರ್ವಾಹಕರು, ಜಿಲ್ಲಾ ಪಂಚಾಯತ್ ಹಾಗೂ ಕಾರ್ಮಿಕ ಇಲಾಖೆ ಚಿಕ್ಕಬಳ್ಳಾಪುರ ಇವರ ಸಂಯುಕ್ತಾಶ್ರಯದಲ್ಲಿ ಚಿಕ್ಕಬಳ್ಳಾಪುರ ಜಿಲ್ಲೆಯ ವಿವಿಧ ವರ್ಗಗಳ ಅಸಂಘಟಿತ ಕಾರ್ಮಿಕರಿಗೆ ಸ್ಮಾರ್ಟ್ ಕಾರ್ಡ್ ವಿತರಣೆ ಮತ್ತು ಅರಿವು ಕಾರ್ಯಕ್ರಮವನ್ನು ಸೆಪ್ಟೆಂಬರ್ 10 ರಂದು ಮಧ್ಯಾಹ್ನ 3 ಗಂಟೆಗೆ ಹಮ್ಮಿಕೊಳ್ಳಲಾಗಿದೆ. ಕಾರ್ಯಕ್ರಮದಲ್ಲಿ ಲೋಕಸಭಾ ಕ್ಷೇತ್ರದ ಸಂಸದ ಕೆ.ಸುಧಾಕರ್, ಕೋಲಾರ ಕ್ಷೇತ್ರದ ಸಂಸದರಾದ ಬಾಬು, ಶಾಸಕರುಗಳಾದ ಸುಬ್ಬಾರೆಡ್ಡಿ, ಬಿ.ಎನ್. ಕೆ.ಹೆಚ್. ಪುಟ್ಟಸ್ವಾಮಿಗೌಡ, ವಿಧಾನ ಪರಿಷತ್ತು ಶಾಸಕರಾದ ಚಿ.ಗೌಡ, ಎಂ.ಎಲ್.ಅನಿಲ್ ಕುಮಾರ್, ಶ್ರೀನಿವಾಸ, ಡಾ. ಯೇನಗಟ್ಟ ಮುಂತಾದ ಗಣ್ಯರು ಭಾಗವಹಿಸಲಿದ್ದಾರೆ. ಜಿಲ್ಲೆಯ ಕಟ್ಟಡ ಕಾರ್ಮಿಕರು, ಆಟೋ ಹಾಗೂ ಟ್ಯಾಕ್ಸಿ ಚಾಲಕರು, ಮನೆಗೆಲಸ ಮಾಡುವವರು, ಬೀದಿಬದಿ ವ್ಯಾಪಾರಿಗಳು, ಕೃಷಿ ಕಾರ್ಮಿಕರು, ಗಿಗ್ ಕಾರ್ಮಿಕರು ಮುಂತಾದ ಅಸಂಘಟಿತ ವಲಯದ ಕಾರ್ಮಿಕರು ಈ ಕಾರ್ಯಕ್ರಮದಲ್ಲಿ ಭಾಗವಹಿಸಿ ಸ್ಮಾರ್ಟ್ ಕಾರ್ಡ್ ಪಡೆಯಬಹುದು. ನೋಂದಣಿಗೆ ಆಧಾರ್ ಕಾರ್ಡ್, ಬ್ಯಾಂಕ್ ಖಾತೆ ವಿವರ ಹಾಗೂ ಭಾವಚಿತ್ರ ಅಗತ್ಯವಿದೆ. ಸ್ಮಾರ್ಟ್ ಕಾರ್ಡ್ ಹೊಂದಿದ ಕಾರ್ಮಿಕರಿಗೆ ಅಪಘಾತ ಪರಿಹಾರ, ವೈದ್ಯಕೀಯ ನೆರವು, ಶೈಕ್ಷಣಿಕ ಸಹಾಯಧನ, ಹೆರಿಗೆ ಭತ್ಯೆ ಮುಂತಾದ ಸೌಲಭ್ಯಗಳು ದೊರೆಯಲಿವೆ. ಕಾರ್ಮಿಕರು ಈ ಸದವಕಾಶವನ್ನು ಸದುಪಯೋಗಪಡಿಸಿಕೊಳ್ಳುವಂತೆ ಜಿಲ್ಲಾ ಕಾರ್ಮಿಕ ಅಧಿಕಾರಿಗಳು ಮನವಿ ಮಾಡಿದ್ದಾರೆ. ಕಾರ್ಯಕ್ರಮದ ಯಶಸ್ಸಿಗೆ ವಿವಿಧ ಇಲಾಖೆಗಳ ಅಧಿಕಾರಿಗಳು ಹಾಗೂ ಸಿಬ್ಬಂದಿ ಶ್ರಮಿಸುತ್ತಿದ್ದಾರೆ. ಹೆಚ್ಚಿನ ಮಾಹಿತಿಗಾಗಿ ಜಿಲ್ಲಾ ಕಾರ್ಮಿಕ ಕಚೇರಿ ಅಥವಾ ತಾಲ್ಲೂಕು ಕಚೇರಿಗಳನ್ನು ಸಂಪರ್ಕಿಸಬಹುದು ಎಂದು ಪ್ರಕಟಣೆಯಲ್ಲಿ ತಿಳಿಸಲಾಗಿದೆ.: [10, 1202, 428, 1328]
- right-rule-1: [730, 749, 937, 750]
- photo-togari-plant: [612, 1294, 794, 1482]
